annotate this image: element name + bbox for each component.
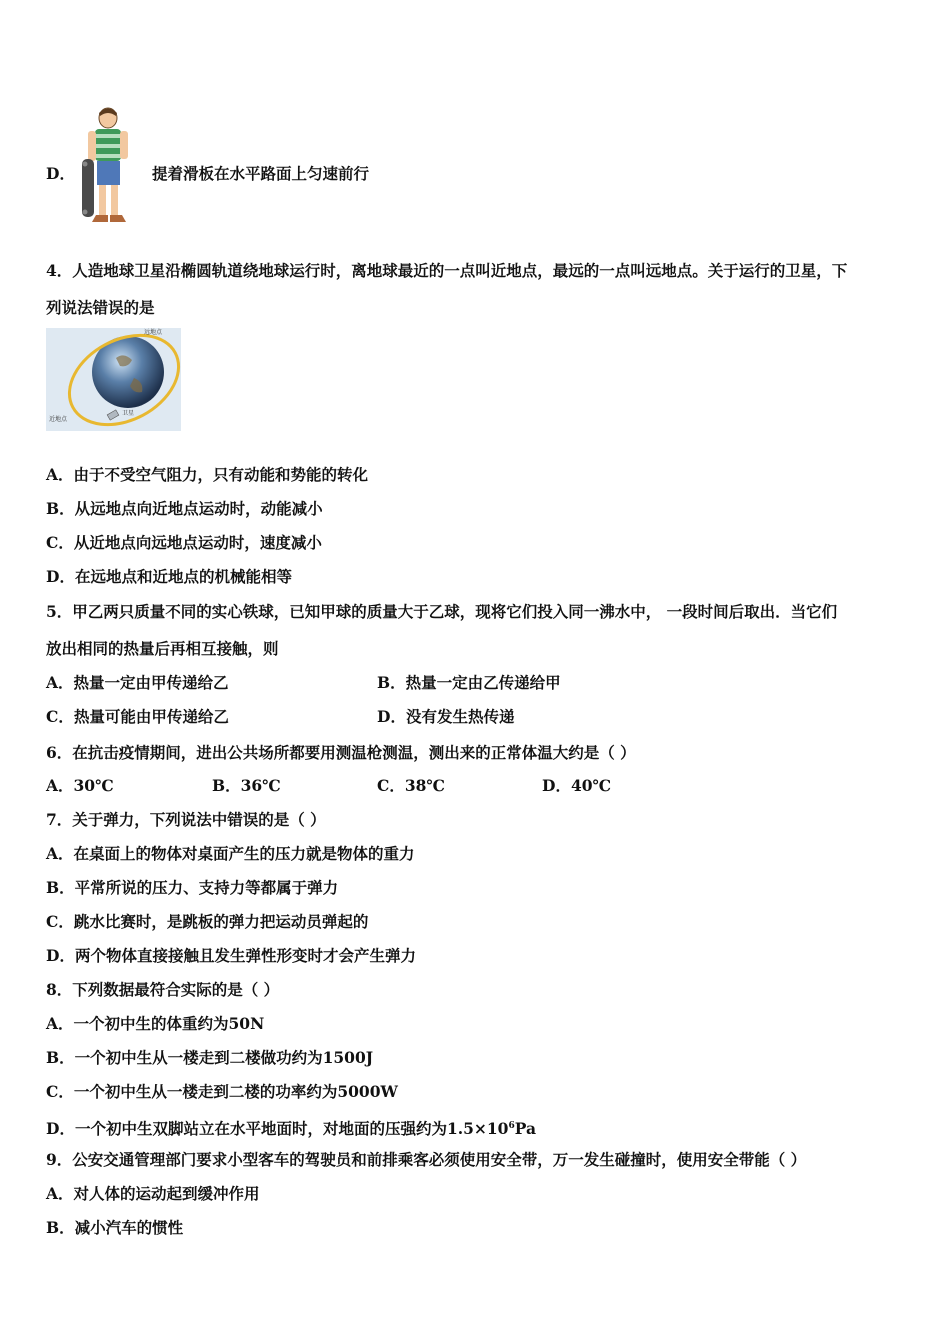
q8-option-a: A．一个初中生的体重约为50N: [46, 1014, 265, 1033]
q6-option-d: D．40℃: [542, 776, 612, 795]
q7-option-a: A．在桌面上的物体对桌面产生的压力就是物体的重力: [46, 844, 415, 863]
q3-option-d-label: D．: [46, 164, 75, 183]
q8-option-c: C．一个初中生从一楼走到二楼的功率约为5000W: [46, 1082, 398, 1101]
q7-stem: 7．关于弹力，下列说法中错误的是（ ）: [46, 810, 326, 829]
q7-option-d: D．两个物体直接接触且发生弹性形变时才会产生弹力: [46, 946, 416, 965]
q5-option-b: B．热量一定由乙传递给甲: [377, 673, 561, 692]
q8-option-d-exponent: 6: [508, 1121, 515, 1131]
q9-option-a: A．对人体的运动起到缓冲作用: [46, 1184, 260, 1203]
q7-option-c: C．跳水比赛时，是跳板的弹力把运动员弹起的: [46, 912, 369, 931]
satellite-label: 卫星: [122, 411, 135, 417]
q8-option-d-unit: Pa: [514, 1119, 537, 1138]
q4-option-b: B．从远地点向近地点运动时，动能减小: [46, 499, 323, 518]
person-carrying-skateboard-icon: [78, 104, 138, 229]
q5-stem-line2: 放出相同的热量后再相互接触，则: [46, 639, 279, 658]
far-point-label: 远地点: [144, 330, 163, 336]
q5-option-c: C．热量可能由甲传递给乙: [46, 707, 229, 726]
q4-stem-line1: 4．人造地球卫星沿椭圆轨道绕地球运行时，离地球最近的一点叫近地点，最远的一点叫远地点。关于运行的卫星，下: [46, 261, 848, 280]
q6-option-c: C．38℃: [377, 776, 445, 795]
near-point-label: 近地点: [49, 417, 68, 423]
q8-option-d-main: D．一个初中生双脚站立在水平地面时，对地面的压强约为1.5×10: [46, 1119, 509, 1138]
q6-option-a: A．30℃: [46, 776, 114, 795]
q5-option-d: D．没有发生热传递: [377, 707, 515, 726]
q8-option-d: [46, 1116, 536, 1139]
q3-option-d-text: 提着滑板在水平路面上匀速前行: [152, 164, 370, 183]
q6-option-b: B．36℃: [212, 776, 281, 795]
q8-option-b: B．一个初中生从一楼走到二楼做功约为1500J: [46, 1048, 374, 1067]
q4-option-c: C．从近地点向远地点运动时，速度减小: [46, 533, 322, 552]
q4-stem-line2: 列说法错误的是: [46, 298, 155, 317]
q8-stem: 8．下列数据最符合实际的是（ ）: [46, 980, 280, 999]
q7-option-b: B．平常所说的压力、支持力等都属于弹力: [46, 878, 339, 897]
q5-stem-line1: 5．甲乙两只质量不同的实心铁球，已知甲球的质量大于乙球，现将它们投入同一沸水中， 一段时间后取出．当它们: [46, 602, 838, 621]
q5-option-a: A．热量一定由甲传递给乙: [46, 673, 229, 692]
q9-option-b: B．减小汽车的惯性: [46, 1218, 184, 1237]
q9-stem: 9．公安交通管理部门要求小型客车的驾驶员和前排乘客必须使用安全带，万一发生碰撞时，使用安全带能（ ）: [46, 1150, 807, 1169]
earth-satellite-orbit-icon: [46, 328, 181, 431]
q4-option-a: A．由于不受空气阻力，只有动能和势能的转化: [46, 465, 369, 484]
q4-option-d: D．在远地点和近地点的机械能相等: [46, 567, 292, 586]
q6-stem: 6．在抗击疫情期间，进出公共场所都要用测温枪测温，测出来的正常体温大约是（ ）: [46, 743, 636, 762]
